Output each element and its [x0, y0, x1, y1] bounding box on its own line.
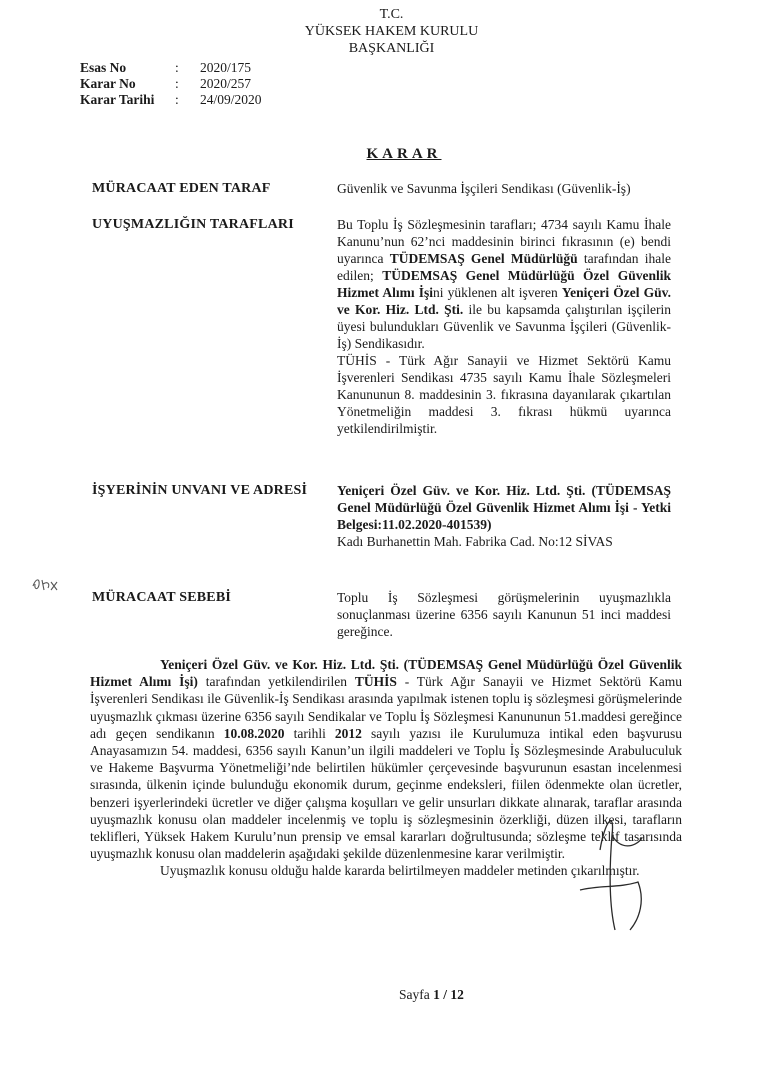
meta-row-tarih [80, 92, 262, 108]
body-bold-tuhis: TÜHİS [354, 674, 397, 690]
meta-separator: : [175, 76, 179, 91]
esas-value: 2020/175 [200, 60, 252, 75]
parties-text: Bu Toplu İş Sözleşmesinin tarafları; 4734 sayılı Kamu İhale Kanunu’nun 62’nci maddesinin birinci fıkrasının (e) bendi uyarınca [337, 217, 671, 266]
section-reason [92, 589, 682, 640]
applicant-value: Güvenlik ve Savunma İşçileri Sendikası (Güvenlik-İş) [337, 181, 631, 196]
tarih-value: 24/09/2020 [200, 92, 262, 107]
body-text: - Türk Ağır Sanayii ve Hizmet Sektörü Kamu İşverenleri Sendikası ile Güvenlik-İş Sendikası arasında yapılmak istenen toplu iş sözleşmesi görüşmelerinde uyuşmazlık çıkması üzerine 6356 sayılı Sendikalar ve Toplu İş Sözleşmesi Kanununun 51.maddesi gereğince adı geçen sendikanın [90, 674, 682, 741]
page-number: 1 / 12 [433, 987, 464, 1002]
workplace-name: Yeniçeri Özel Güv. ve Kor. Hiz. Ltd. Şti. (TÜDEMSAŞ Genel Müdürlüğü Özel Güvenlik Hizmet Alımı İşi - Yetki Belgesi:11.02.2020-401539) [337, 483, 671, 532]
workplace-address: Kadı Burhanettin Mah. Fabrika Cad. No:12 SİVAS [337, 534, 613, 549]
body-bold-number: 2012 [334, 725, 362, 741]
decision-title-text: KARAR [366, 146, 442, 162]
body-text: sayılı yazısı ile Kurulumuza intikal eden başvurusu Anayasamızın 54. maddesi, 6356 sayılı Kanun’un ilgili maddeleri ve Toplu İş Sözleşmesinde Arabuluculuk ve Hakeme Başvurma Yönetmeliği’nde belirtilen hükümler çerçevesinde başvurunun esastan incelenmesi sırasında, ülkenin içinde bulunduğu ekonomik durum, geçinme endeksleri, fiilen ödenmekte olan ücretler, benzeri işyerlerindeki ücretler ve diğer çalışma koşulları ve gelir unsurları dikkate alınarak, taraflar arasında uyuşmazlık konusu olan maddeler incelenmiş ve toplu iş sözleşmesinin özerkliği, düzen ilkesi, tarafların teklifleri, Yüksek Hakem Kurulu’nun prensip ve emsal kararları doğrultusunda; sözleşme teklif tasarısında uyuşmazlık konusu olan maddelerin aşağıdaki şekilde düzenlenmesine karar verilmiştir. [90, 725, 682, 862]
parties-paragraph-2: TÜHİS - Türk Ağır Sanayii ve Hizmet Sektörü Kamu İşverenleri Sendikası 4735 sayılı Kamu İhale Sözleşmeleri Kanununun 8. maddesinin 3. fıkrasına dayanılarak çıkartılan Yönetmeliğin maddesi 3. fıkrası hükmü uyarınca yetkilendirilmiştir. [337, 353, 671, 436]
header-line-institution: YÜKSEK HAKEM KURULU [304, 24, 479, 39]
workplace-value [337, 482, 671, 550]
body-bold-company: Yeniçeri Özel Güv. ve Kor. Hiz. Ltd. Şti. (TÜDEMSAŞ Genel Müdürlüğü Özel Güvenlik Hizmet Alımı İşi) [90, 657, 682, 690]
header-line-tc: T.C. [379, 7, 404, 22]
section-parties [92, 216, 682, 437]
meta-row-karar [80, 76, 262, 92]
decision-title [0, 146, 763, 163]
page-indicator [349, 987, 464, 1002]
body-text: tarihli [284, 725, 335, 741]
margin-handwritten-mark [30, 572, 60, 596]
parties-value [337, 216, 671, 437]
document-header [0, 6, 763, 57]
case-meta [80, 60, 262, 108]
section-workplace [92, 482, 682, 550]
reason-value: Toplu İş Sözleşmesi görüşmelerinin uyuşmazlıkla sonuçlanması üzerine 6356 sayılı Kanunun 51 inci maddesi gereğince. [337, 590, 671, 639]
reason-label: MÜRACAAT SEBEBİ [92, 590, 232, 605]
decision-body [90, 656, 682, 880]
page-prefix: Sayfa [399, 987, 434, 1002]
workplace-label: İŞYERİNİN UNVANI VE ADRESİ [92, 483, 308, 498]
parties-text: ni yüklenen alt işveren [432, 285, 562, 300]
page-footer [0, 987, 763, 1003]
parties-bold-employer: TÜDEMSAŞ Genel Müdürlüğü [389, 251, 578, 266]
meta-separator: : [175, 60, 179, 75]
meta-row-esas [80, 60, 262, 76]
parties-bold-service: TÜDEMSAŞ Genel Müdürlüğü Özel Güvenlik Hizmet Alımı İşi [337, 268, 671, 300]
karar-label: Karar No [80, 76, 136, 91]
esas-label: Esas No [80, 60, 127, 75]
parties-label: UYUŞMAZLIĞIN TARAFLARI [92, 217, 294, 232]
tarih-label: Karar Tarihi [80, 92, 155, 107]
body-bold-date: 10.08.2020 [223, 725, 285, 741]
body-paragraph-2: Uyuşmazlık konusu olduğu halde kararda belirtilmeyen maddeler metinden çıkarılmıştır. [160, 863, 640, 879]
parties-text: tarafından ihale edilen; [337, 251, 671, 283]
parties-bold-subcontractor: Yeniçeri Özel Güv. ve Kor. Hiz. Ltd. Şti. [337, 285, 671, 317]
applicant-label: MÜRACAAT EDEN TARAF [92, 181, 271, 196]
body-paragraph-1 [90, 656, 682, 862]
meta-separator: : [175, 92, 179, 107]
parties-text: ile bu kapsamda çalıştırılan işçilerin üyesi bulundukları Güvenlik ve Savunma İşçileri (Güvenlik-İş) Sendikasıdır. [337, 302, 671, 351]
body-text: tarafından yetkilendirilen [197, 674, 355, 690]
karar-value: 2020/257 [200, 76, 252, 91]
parties-paragraph-1 [337, 216, 671, 352]
header-line-presidency: BAŞKANLIĞI [348, 41, 435, 56]
section-applicant [92, 180, 682, 197]
